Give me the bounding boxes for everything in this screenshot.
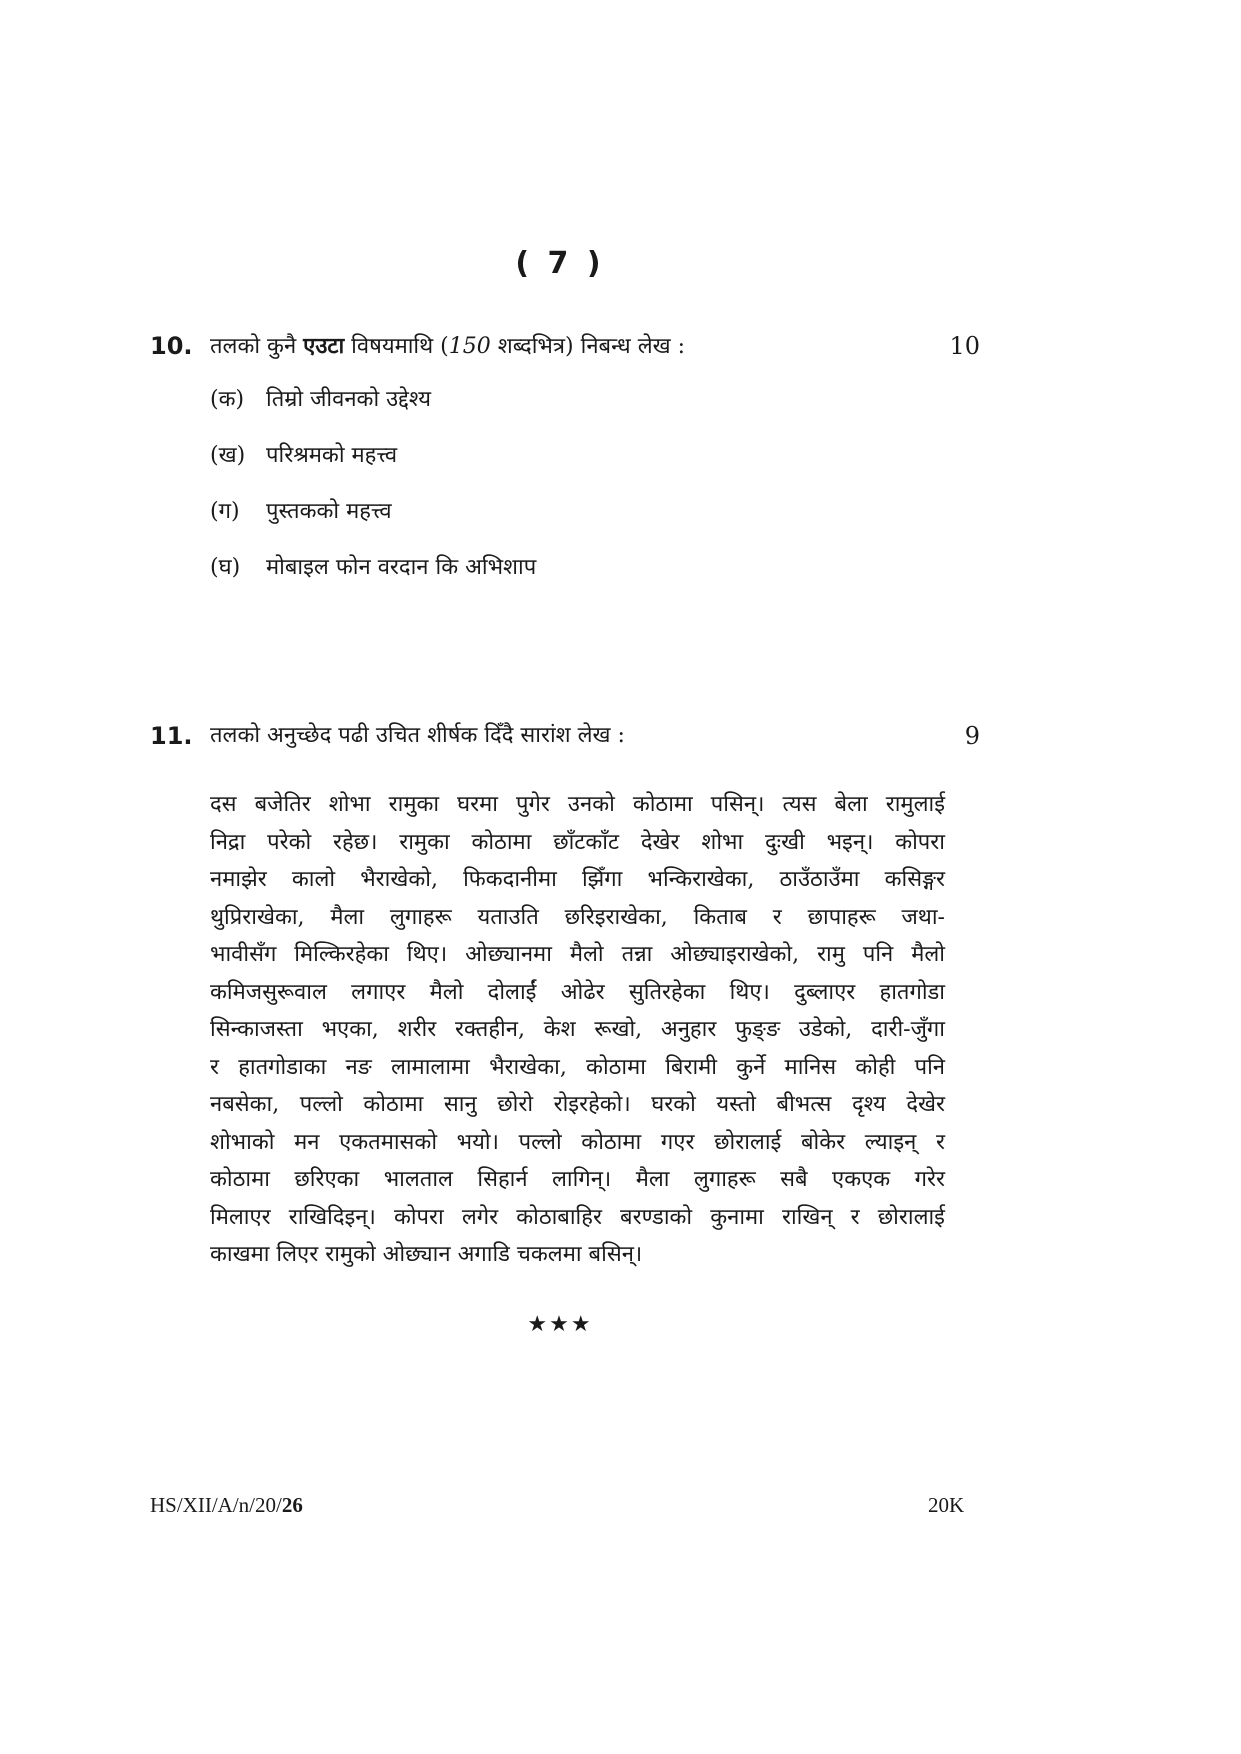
question-text [210, 324, 685, 369]
option-label: (क) [210, 387, 245, 412]
passage [210, 786, 945, 1274]
paper-code [150, 1493, 303, 1518]
question-10 [150, 324, 980, 580]
passage-line: मिलाएर राखिदिइन्। कोपरा लगेर कोठाबाहिर बरण्डाको कुनामा राखिन् र छोरालाई [210, 1204, 945, 1230]
question-text-emphasis: एउटा [303, 333, 345, 359]
end-of-paper-mark: ★★★ [527, 1312, 593, 1337]
passage-line: सिन्काजस्ता भएका, शरीर रक्तहीन, केश रूखो, अनुहार फुङ्ङ उडेको, दारी-जुँगा [210, 1017, 945, 1042]
question-marks: 9 [964, 722, 980, 750]
passage-line: कमिजसुरूवाल लगाएर मैलो दोलाईं ओढेर सुतिरहेका थिए। दुब्लाएर हातगोडा [210, 979, 945, 1005]
option-text: तिम्रो जीवनको उद्देश्य [266, 387, 431, 412]
passage-line: नमाझेर कालो भैराखेको, फिकदानीमा झिँगा भन्किराखेका, ठाउँठाउँमा कसिङ्गर [210, 867, 945, 892]
print-count: 20K [928, 1493, 965, 1517]
option-item [210, 428, 536, 484]
essay-options-list [210, 372, 536, 596]
question-text-start: तलको कुनै [210, 334, 297, 359]
passage-line: थुप्रिराखेका, मैला लुगाहरू यताउति छरिइराखेका, किताब र छापाहरू जथा- [210, 904, 945, 930]
paper-code-prefix: HS/XII/A/n/20/ [150, 1493, 282, 1517]
option-text: पुस्तकको महत्त्व [266, 499, 392, 524]
question-text: तलको अनुच्छेद पढी उचित शीर्षक दिँदै सारांश लेख : [210, 723, 625, 748]
option-text: मोबाइल फोन वरदान कि अभिशाप [266, 555, 537, 580]
question-text-end: शब्दभित्र) निबन्ध लेख : [497, 334, 686, 359]
word-limit: 150 [448, 334, 491, 359]
question-number: 10. [150, 332, 193, 360]
option-text: परिश्रमको महत्त्व [266, 443, 398, 468]
option-item [210, 372, 536, 428]
passage-line: र हातगोडाका नङ लामालामा भैराखेका, कोठामा बिरामी कुर्ने मानिस कोही पनि [210, 1054, 945, 1080]
passage-line: नबसेका, पल्लो कोठामा सानु छोरो रोइरहेको। घरको यस्तो बीभत्स दृश्य देखेर [210, 1092, 945, 1117]
option-item [210, 484, 536, 540]
passage-line: कोठामा छरिएका भालताल सिहार्न लागिन्। मैला लुगाहरू सबै एकएक गरेर [210, 1167, 945, 1192]
question-marks: 10 [949, 332, 980, 360]
question-11 [150, 714, 980, 1267]
option-label: (घ) [210, 555, 241, 580]
page-number: ( 7 ) [515, 246, 605, 281]
option-label: (ख) [210, 443, 246, 468]
passage-line: शोभाको मन एकतमासको भयो। पल्लो कोठामा गएर छोरालाई बोकेर ल्याइन् र [210, 1129, 945, 1155]
passage-line: निद्रा परेको रहेछ। रामुका कोठामा छाँटकाँट देखेर शोभा दुःखी भइन्। कोपरा [210, 829, 945, 855]
passage-line: काखमा लिएर रामुको ओछ्यान अगाडि चकलमा बसिन्। [210, 1242, 643, 1267]
question-text-mid: विषयमाथि ( [351, 334, 449, 359]
paper-code-number: 26 [281, 1493, 303, 1517]
option-label: (ग) [210, 499, 240, 524]
passage-line: दस बजेतिर शोभा रामुका घरमा पुगेर उनको कोठामा पसिन्। त्यस बेला रामुलाई [210, 792, 945, 817]
passage-line: भावीसँग मिल्किरहेका थिए। ओछ्यानमा मैलो तन्ना ओछ्याइराखेको, रामु पनि मैलो [210, 942, 945, 967]
question-10-header [150, 324, 980, 368]
question-number: 11. [150, 722, 193, 750]
option-item [210, 540, 536, 596]
question-11-header [150, 714, 980, 758]
